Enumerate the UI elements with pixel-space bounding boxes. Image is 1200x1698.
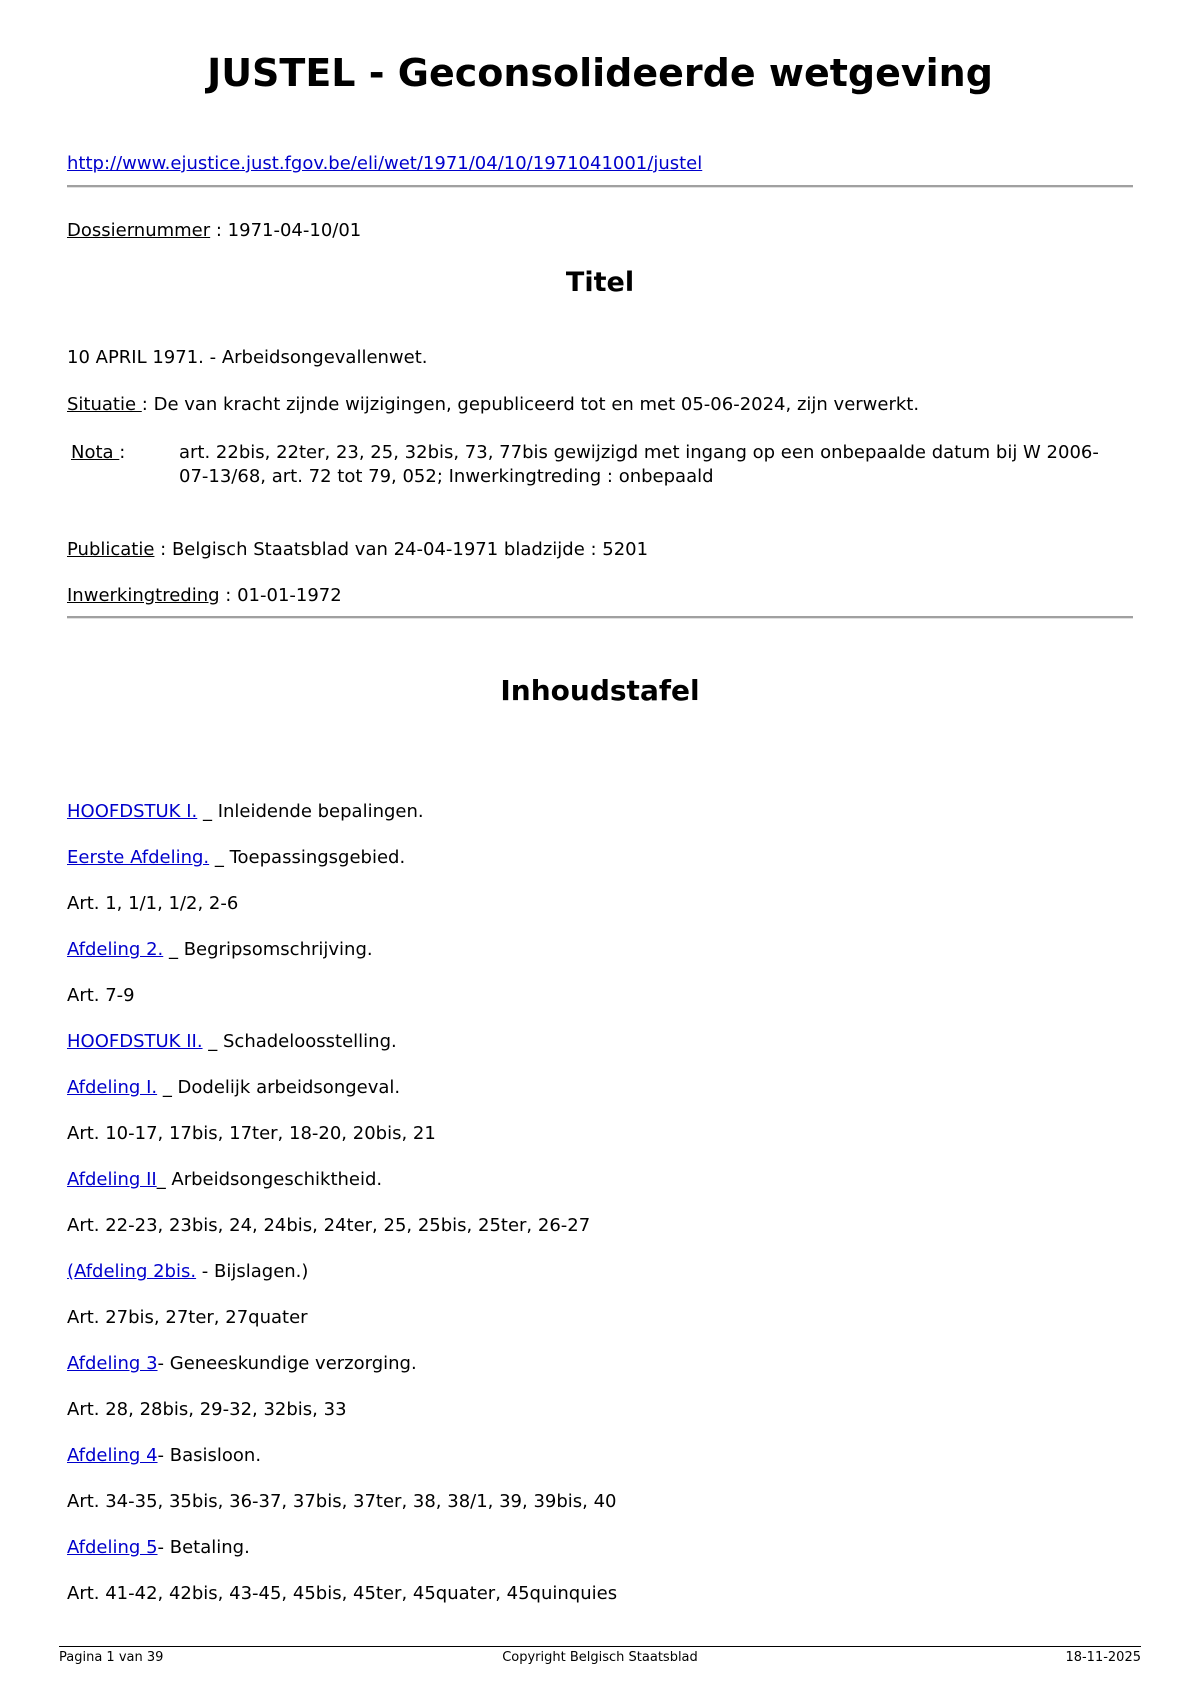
toc-link[interactable]: HOOFDSTUK II.	[67, 1031, 203, 1052]
inwerkingtreding-value: 01-01-1972	[237, 585, 342, 606]
toc-entry	[67, 1352, 1133, 1398]
divider	[67, 185, 1133, 188]
toc-article-range	[67, 1398, 1133, 1444]
titel-text: 10 APRIL 1971. - Arbeidsongevallenwet.	[67, 347, 428, 368]
toc-heading: Inhoudstafel	[500, 674, 700, 707]
inwerkingtreding-sep: :	[219, 585, 238, 606]
toc-article-range	[67, 1306, 1133, 1352]
toc-link[interactable]: Afdeling I.	[67, 1077, 158, 1098]
toc-text: _ Begripsomschrijving.	[163, 939, 373, 960]
toc-link[interactable]: Afdeling 4	[67, 1445, 158, 1466]
table-of-contents	[67, 800, 1133, 1628]
divider	[67, 616, 1133, 619]
publicatie-label: Publicatie	[67, 539, 155, 560]
toc-article-range	[67, 984, 1133, 1030]
toc-article-range	[67, 892, 1133, 938]
publicatie-value: Belgisch Staatsblad van 24-04-1971 bladzijde : 5201	[171, 539, 649, 560]
toc-text: _ Arbeidsongeschiktheid.	[156, 1169, 383, 1190]
toc-entry	[67, 800, 1133, 846]
toc-text: Art. 1, 1/1, 1/2, 2-6	[67, 893, 239, 914]
page-title: JUSTEL - Geconsolideerde wetgeving	[207, 51, 993, 95]
toc-text: Art. 7-9	[67, 985, 135, 1006]
toc-text: - Basisloon.	[157, 1445, 262, 1466]
dossier-value: 1971-04-10/01	[227, 220, 362, 241]
toc-text: - Betaling.	[157, 1537, 250, 1558]
situatie-row	[67, 393, 919, 417]
toc-link[interactable]: Afdeling 5	[67, 1537, 158, 1558]
toc-article-range	[67, 1582, 1133, 1628]
dossier-label: Dossiernummer	[67, 220, 211, 241]
footer-date: 18-11-2025	[1065, 1650, 1141, 1665]
nota-label-cell	[71, 441, 125, 465]
eli-url-link[interactable]: http://www.ejustice.just.fgov.be/eli/wet/1971/04/10/1971041001/justel	[67, 153, 703, 174]
toc-link[interactable]: Afdeling 3	[67, 1353, 158, 1374]
dossier-row	[67, 219, 361, 243]
titel-heading: Titel	[565, 267, 635, 298]
toc-link[interactable]: (Afdeling 2bis.	[67, 1261, 197, 1282]
toc-text: _ Schadeloosstelling.	[202, 1031, 397, 1052]
inwerkingtreding-row	[67, 584, 342, 608]
footer-page-number: Pagina 1 van 39	[59, 1650, 164, 1665]
toc-entry	[67, 1260, 1133, 1306]
toc-entry	[67, 1168, 1133, 1214]
toc-entry	[67, 1536, 1133, 1582]
situatie-label: Situatie	[67, 394, 142, 415]
toc-link[interactable]: Eerste Afdeling.	[67, 847, 210, 868]
inwerkingtreding-label: Inwerkingtreding	[67, 585, 220, 606]
toc-entry	[67, 1030, 1133, 1076]
nota-text: art. 22bis, 22ter, 23, 25, 32bis, 73, 77bis gewijzigd met ingang op een onbepaalde datum bij W 2006-07-13/68, art. 72 tot 79, 052; Inwerkingtreding : onbepaald	[179, 442, 1099, 487]
nota-sep: :	[119, 442, 126, 463]
toc-article-range	[67, 1122, 1133, 1168]
toc-text: - Bijslagen.)	[196, 1261, 309, 1282]
toc-text: - Geneeskundige verzorging.	[157, 1353, 417, 1374]
toc-text: _ Toepassingsgebied.	[209, 847, 406, 868]
toc-text: Art. 28, 28bis, 29-32, 32bis, 33	[67, 1399, 347, 1420]
toc-entry	[67, 1444, 1133, 1490]
toc-entry	[67, 938, 1133, 984]
footer-copyright: Copyright Belgisch Staatsblad	[502, 1650, 698, 1665]
publicatie-row	[67, 538, 648, 562]
page-footer	[59, 1646, 1141, 1667]
toc-text: Art. 41-42, 42bis, 43-45, 45bis, 45ter, 45quater, 45quinquies	[67, 1583, 618, 1604]
toc-text: Art. 34-35, 35bis, 36-37, 37bis, 37ter, 38, 38/1, 39, 39bis, 40	[67, 1491, 617, 1512]
toc-link[interactable]: Afdeling 2.	[67, 939, 164, 960]
situatie-sep: :	[141, 394, 154, 415]
eli-link-row	[67, 152, 702, 176]
dossier-sep: :	[210, 220, 228, 241]
publicatie-sep: :	[154, 539, 172, 560]
toc-article-range	[67, 1214, 1133, 1260]
nota-label: Nota	[71, 442, 120, 463]
toc-entry	[67, 1076, 1133, 1122]
toc-text: _ Dodelijk arbeidsongeval.	[157, 1077, 401, 1098]
situatie-value: De van kracht zijnde wijzigingen, gepubliceerd tot en met 05-06-2024, zijn verwerkt.	[153, 394, 920, 415]
toc-entry	[67, 846, 1133, 892]
toc-text: Art. 22-23, 23bis, 24, 24bis, 24ter, 25, 25bis, 25ter, 26-27	[67, 1215, 591, 1236]
toc-text: Art. 10-17, 17bis, 17ter, 18-20, 20bis, 21	[67, 1123, 436, 1144]
toc-text: Art. 27bis, 27ter, 27quater	[67, 1307, 308, 1328]
toc-link[interactable]: HOOFDSTUK I.	[67, 801, 198, 822]
toc-text: _ Inleidende bepalingen.	[197, 801, 424, 822]
toc-link[interactable]: Afdeling II	[67, 1169, 157, 1190]
toc-article-range	[67, 1490, 1133, 1536]
